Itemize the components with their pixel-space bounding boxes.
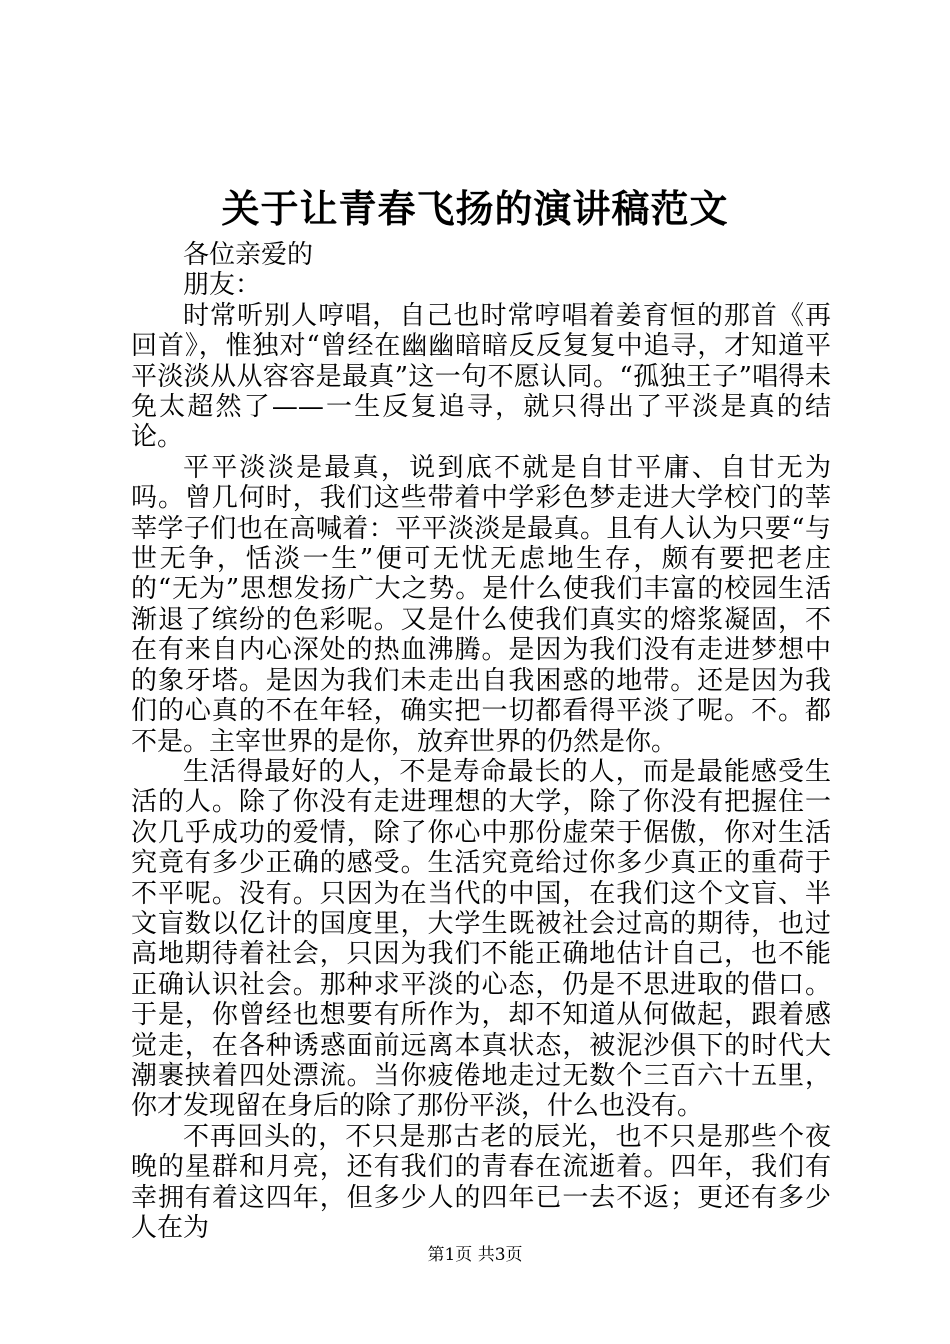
paragraph-3: 生活得最好的人，不是寿命最长的人，而是最能感受生活的人。除了你没有走进理想的大学，除了你没有把握住一次几乎成功的爱情，除了你心中那份虚荣于倨傲，你对生活究竟有多少正确的感受。生活究竟给过你多少真正的重荷于不平呢。没有。只因为在当代的中国，在我们这个文盲、半文盲数以亿计的国度里，大学生既被社会过高的期待，也过高地期待着社会，只因为我们不能正确地估计自己，也不能正确认识社会。那种求平淡的心态，仍是不思进取的借口。于是，你曾经也想要有所作为，却不知道从何做起，跟着感觉走，在各种诱惑面前远离本真状态，被泥沙俱下的时代大潮裹挟着四处漂流。当你疲倦地走过无数个三百六十五里，你才发现留在身后的除了那份平淡，什么也没有。 xyxy=(131,756,831,1122)
page-number-footer: 第1页 共3页 xyxy=(427,1245,523,1265)
paragraph-2: 平平淡淡是最真，说到底不就是自甘平庸、自甘无为吗。曾几何时，我们这些带着中学彩色梦走进大学校门的莘莘学子们也在高喊着：平平淡淡是最真。且有人认为只要“与世无争，恬淡一生”便可无忧无虑地生存，颇有要把老庄的“无为”思想发扬广大之势。是什么使我们丰富的校园生活渐退了缤纷的色彩呢。又是什么使我们真实的熔浆凝固，不在有来自内心深处的热血沸腾。是因为我们没有走进梦想中的象牙塔。是因为我们未走出自我困惑的地带。还是因为我们的心真的不在年轻，确实把一切都看得平淡了呢。不。都不是。主宰世界的是你，放弃世界的仍然是你。 xyxy=(131,452,831,757)
paragraph-1: 时常听别人哼唱，自己也时常哼唱着姜育恒的那首《再回首》，惟独对“曾经在幽幽暗暗反反复复中追寻，才知道平平淡淡从从容容是最真”这一句不愿认同。“孤独王子”唱得未免太超然了——一生反复追寻，就只得出了平淡是真的结论。 xyxy=(131,300,831,453)
salutation-line-2: 朋友： xyxy=(183,270,262,301)
salutation-line-1: 各位亲爱的 xyxy=(183,240,314,270)
document-body xyxy=(131,240,831,1243)
document-title: 关于让青春飞扬的演讲稿范文 xyxy=(221,186,729,231)
paragraph-4: 不再回头的，不只是那古老的辰光，也不只是那些个夜晚的星群和月亮，还有我们的青春在流逝着。四年，我们有幸拥有着这四年，但多少人的四年已一去不返；更还有多少人在为 xyxy=(131,1121,831,1243)
